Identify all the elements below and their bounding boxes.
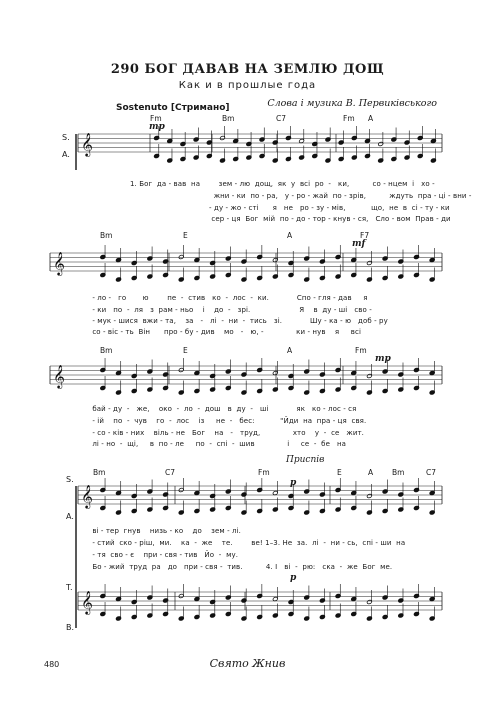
chord-symbol: Fm	[355, 346, 367, 355]
lyric-line: - ки по - ля з рам - ньо і до - зрі. Я в ду - ші сво -	[90, 306, 372, 314]
voice-label-alto: A.	[62, 150, 70, 159]
voice-label-bass: B.	[66, 623, 75, 632]
lyric-line: бай - ду - же, око - ло - дош в ду - ші як ко - лос - ся	[90, 405, 357, 413]
treble-clef: 𝄞	[53, 364, 65, 388]
note-heads	[53, 126, 436, 621]
chord-symbol: C7	[276, 114, 287, 123]
lyric-line: - тя сво - є при - свя - тив Йо - му.	[90, 551, 239, 559]
chord-symbol: A	[287, 231, 293, 240]
chord-symbol: Bm	[100, 346, 113, 355]
chord-symbol: Bm	[93, 468, 106, 477]
lyric-line: - стий ско - ріш, ми. ка - же те. ве! 1–3. Не за. лі - ни - сь, спі - ши на	[90, 539, 406, 547]
page-number: 480	[44, 660, 60, 669]
song-credits: Слова і музика В. Первиківського	[267, 98, 437, 109]
lyric-line: сер - ця Бог мій по - до - тор - кнув - ся, Сло - вом Прав - ди	[130, 215, 451, 223]
lyric-line: жни - ки по - ра, у - ро - жай по - зрів, ждуть пра - ці - вни -	[130, 192, 472, 200]
lyric-line: лі - но - щі, в по - ле по - спі - шив і се - бе на	[90, 440, 347, 448]
dynamic-marking: mp	[149, 122, 165, 132]
lyric-line: - ду - жо - сті я не ро - зу - мів, що, не в сі - ту - ки	[130, 204, 450, 212]
chord-symbol: Fm	[258, 468, 270, 477]
voice-label-soprano: S.	[62, 133, 70, 142]
dynamic-marking: mp	[375, 354, 391, 364]
chord-symbol: F7	[360, 231, 370, 240]
lyric-line: ві - тер гнув низь - ко до зем - лі.	[90, 527, 241, 535]
chord-symbol: Bm	[100, 231, 113, 240]
lyric-line: - мук - шися вжи - та, за - лі - ни - тись зі. Шу - ка - ю доб - ру	[90, 317, 388, 325]
refrain-label: Приспів	[286, 455, 325, 465]
treble-clef: 𝄞	[53, 251, 65, 275]
chord-symbol: C7	[165, 468, 176, 477]
chord-symbol: E	[337, 468, 342, 477]
chord-symbol: A	[287, 346, 293, 355]
song-subtitle: Как и в прошлые года	[178, 80, 317, 91]
dynamic-marking: mf	[352, 239, 366, 249]
voice-label-tenor: T.	[66, 583, 73, 592]
lyric-line: - ій по - чув го - лос із не - бес: "Йди на пра - ця свя.	[90, 417, 367, 425]
chord-symbol: Bm	[392, 468, 405, 477]
lyric-line: 1. Бог да - вав на зем - лю дощ, як у всі ро - ки, со - нцем і хо -	[130, 180, 435, 188]
tempo-marking: Sostenuto [Стримано]	[116, 103, 230, 113]
book-title: Свято Жнив	[209, 657, 286, 670]
chord-symbol: Bm	[222, 114, 235, 123]
lyric-line: - ло - го ю пе - стив ко - лос - ки. Спо - гля - дав я	[90, 294, 368, 302]
treble-clef: 𝄞	[81, 132, 93, 156]
treble-clef: 𝄞	[81, 484, 93, 508]
chord-symbol: C7	[426, 468, 437, 477]
chord-symbol: E	[183, 231, 188, 240]
dynamic-marking: p	[290, 478, 297, 488]
chord-symbol: A	[368, 468, 374, 477]
dynamic-marking: p	[290, 573, 297, 583]
voice-label-soprano: S.	[66, 475, 74, 484]
chord-symbol: A	[368, 114, 374, 123]
chord-symbol: Fm	[150, 114, 162, 123]
page-title: 290 БОГ ДАВАВ НА ЗЕМЛЮ ДОЩ	[110, 62, 385, 77]
lyric-line: - со - ків - них віль - не Бог на - труд, хто у - се жит.	[90, 429, 364, 437]
lyric-line: Бо - жий труд ра до при - свя - тив. 4. І ві - рю: ска - же Бог ме.	[90, 563, 393, 571]
lyric-line: со - віс - ть Він про - бу - див мо - ю, - ки - нув я всі	[90, 328, 361, 336]
voice-label-alto: A.	[66, 512, 74, 521]
chord-symbol: Fm	[343, 114, 355, 123]
treble-clef: 𝄞	[81, 590, 93, 614]
chord-symbol: E	[183, 346, 188, 355]
